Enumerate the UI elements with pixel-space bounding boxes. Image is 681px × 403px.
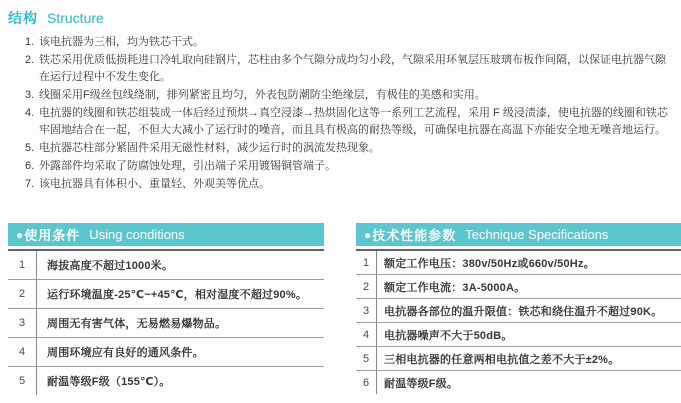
using-conditions-header — [8, 223, 324, 246]
list-item-number: 2. — [25, 54, 35, 66]
list-item-text: 线圈采用F级丝包线绕制，排列紧密且均匀，外表包防潮防尘绝缘层，有极佳的美感和实用。 — [39, 89, 486, 101]
table-row — [356, 275, 681, 299]
list-item-text: 该电抗器具有体积小、重量轻、外观美等优点。 — [39, 178, 270, 190]
row-number: 3 — [8, 309, 37, 337]
row-number: 3 — [356, 299, 377, 322]
using-conditions-table — [8, 249, 324, 395]
list-item-text: 铁芯采用优质低损耗进口冷轧取向硅钢片，芯柱由多个气隙分成均匀小段，气隙采用环氧层压玻璃布板作间隔，以保证电抗器气隙在运行过程中不发生变化。 — [39, 54, 666, 83]
structure-list-item — [25, 158, 675, 175]
list-item-number: 4. — [25, 107, 35, 119]
list-item-number: 7. — [25, 178, 35, 190]
technique-specifications-header — [356, 223, 681, 246]
row-number: 6 — [356, 371, 377, 394]
structure-list-item — [25, 34, 675, 51]
table-row — [356, 299, 681, 323]
structure-title-zh: 结构 — [8, 10, 38, 26]
technique-specifications-title-en: Technique Specifications — [465, 227, 609, 242]
table-row — [8, 251, 324, 280]
list-item-text: 外露部件均采取了防腐蚀处理，引出端子采用镀锡铜管端子。 — [39, 160, 336, 172]
row-number: 2 — [8, 280, 37, 308]
row-number: 4 — [356, 323, 377, 346]
row-text: 耐温等级F级。 — [384, 377, 459, 390]
row-text: 运行环境温度-25℃~+45℃，相对湿度不超过90%。 — [47, 289, 308, 301]
technique-specifications-section — [356, 223, 681, 394]
row-text: 电抗器各部位的温升限值：铁芯和绕住温升不超过90K。 — [384, 305, 663, 318]
table-row — [356, 251, 681, 275]
structure-list-item — [25, 52, 675, 86]
using-conditions-title-zh: 使用条件 — [24, 228, 81, 243]
row-text: 周围环境应有良好的通风条件。 — [47, 347, 204, 359]
bullet-icon: ● — [364, 227, 372, 242]
structure-list — [8, 34, 675, 193]
table-row — [8, 367, 324, 395]
structure-list-item — [25, 176, 675, 193]
structure-section — [8, 9, 675, 194]
row-number: 5 — [8, 367, 37, 395]
row-number: 2 — [356, 275, 377, 298]
row-text: 三相电抗器的任意两相电抗值之差不大于±2%。 — [384, 353, 620, 366]
table-row — [356, 371, 681, 394]
row-text: 电抗器噪声不大于50dB。 — [384, 329, 513, 342]
row-number: 1 — [356, 251, 377, 274]
list-item-number: 6. — [25, 160, 35, 172]
row-number: 4 — [8, 338, 37, 366]
table-row — [8, 280, 324, 309]
row-number: 1 — [8, 251, 37, 279]
table-row — [356, 323, 681, 347]
row-text: 额定工作电流：3A-5000A。 — [384, 281, 526, 294]
row-number: 5 — [356, 347, 377, 370]
list-item-number: 5. — [25, 142, 35, 154]
structure-list-item — [25, 140, 675, 157]
using-conditions-title-en: Using conditions — [89, 227, 185, 242]
using-conditions-section — [8, 223, 324, 395]
list-item-number: 1. — [25, 36, 35, 48]
bullet-icon: ● — [16, 227, 24, 242]
table-row — [8, 338, 324, 367]
list-item-text: 电抗器的线圈和铁芯组装成一体后经过预烘→真空浸漆→热烘固化这等一系列工艺流程，采用 F 级浸渍漆，使电抗器的线圈和铁芯牢固地结合在一起，不但大大减小了运行时的噪音，而且具有极高的耐热等级，可确保电抗器在高温下亦能安全地无噪音地运行。 — [39, 107, 668, 136]
table-row — [8, 309, 324, 338]
structure-title-en: Structure — [47, 10, 104, 26]
list-item-text: 该电抗器为三相，均为铁芯干式。 — [39, 36, 204, 48]
technique-specifications-table — [356, 249, 681, 394]
row-text: 耐温等级F级（155℃）。 — [47, 376, 171, 388]
list-item-text: 电抗器芯柱部分紧固件采用无磁性材料，减少运行时的涡流发热现象。 — [39, 142, 380, 154]
table-row — [356, 347, 681, 371]
list-item-number: 3. — [25, 89, 35, 101]
technique-specifications-title-zh: 技术性能参数 — [372, 228, 457, 243]
structure-section-title — [8, 9, 675, 27]
row-text: 周围无有害气体，无易燃易爆物品。 — [47, 318, 227, 330]
structure-list-item — [25, 87, 675, 104]
row-text: 海拔高度不超过1000米。 — [47, 260, 174, 272]
structure-list-item — [25, 105, 675, 139]
row-text: 额定工作电压：380v/50Hz或660v/50Hz。 — [384, 257, 595, 270]
